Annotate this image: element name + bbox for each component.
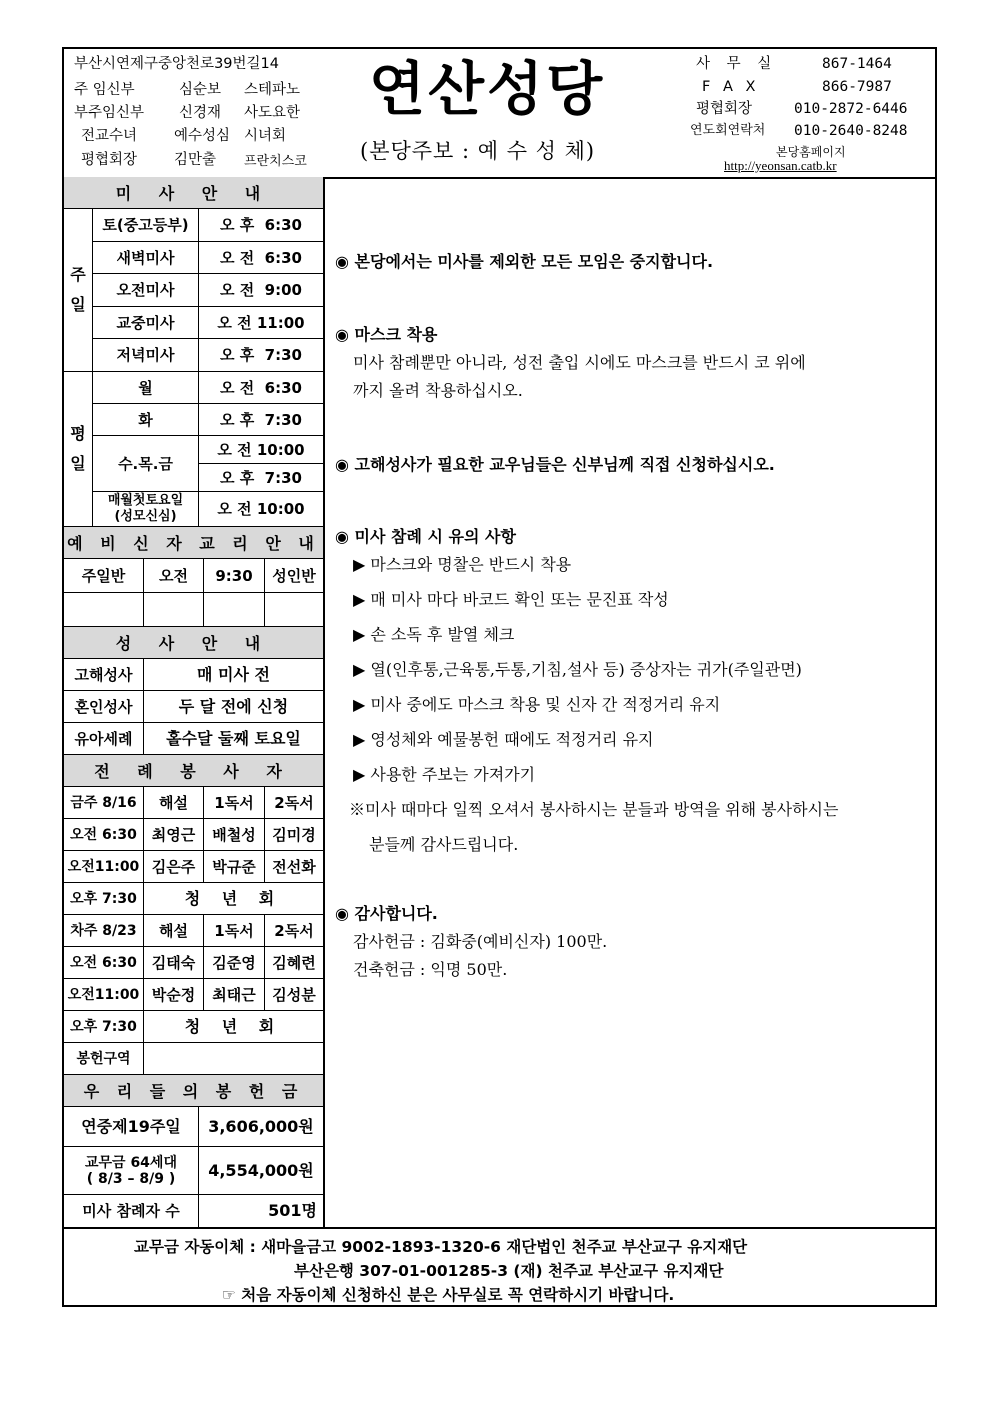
mass-time: 오 후 6:30 bbox=[220, 216, 302, 234]
contact-label: F A X bbox=[702, 79, 760, 95]
notice-confession: ◉ 고해성사가 필요한 교우님들은 신부님께 직접 신청하십시오. bbox=[335, 455, 775, 474]
offering-label-sub: ( 8/3 – 8/9 ) bbox=[86, 1170, 176, 1187]
notice-meetings: ◉ 본당에서는 미사를 제외한 모든 모임은 중지합니다. bbox=[335, 252, 714, 271]
server-name: 김태숙 bbox=[144, 947, 204, 978]
clergy-role: 전교수녀 bbox=[81, 128, 138, 144]
precaution-note: ※미사 때마다 일찍 오셔서 봉사하시는 분들과 방역을 위해 봉사하시는 bbox=[349, 800, 839, 819]
homepage-link[interactable]: http://yeonsan.catb.kr bbox=[724, 158, 837, 173]
server-name: 최영근 bbox=[144, 819, 204, 850]
offering-value: 4,554,000원 bbox=[208, 1160, 314, 1180]
mass-row bbox=[93, 492, 323, 527]
clergy-role: 주 임신부 bbox=[74, 82, 135, 98]
catechumen-cell: 오전 bbox=[144, 559, 204, 592]
footer-transfer-line: 교무금 자동이체 : 새마을금고 9002-1893-1320-6 재단법인 천주교 부산교구 유지재단 bbox=[134, 1238, 748, 1256]
sunday-label bbox=[64, 209, 93, 372]
mass-row bbox=[93, 372, 323, 404]
servers-head-row bbox=[64, 787, 323, 819]
server-name: 박순정 bbox=[144, 979, 204, 1010]
sacrament-row bbox=[64, 691, 323, 723]
notice-mask-text: 까지 올려 착용하십시오. bbox=[353, 381, 523, 400]
weekday-label-char: 일 bbox=[70, 454, 86, 473]
empty-cell bbox=[204, 593, 265, 626]
bulletin-header bbox=[64, 49, 935, 179]
catechumen-cell: 성인반 bbox=[272, 566, 316, 585]
mass-row bbox=[93, 274, 323, 307]
sacraments-title: 성 사 안 내 bbox=[64, 627, 323, 659]
sacrament-name: 혼인성사 bbox=[64, 691, 144, 722]
contact-value: 010-2872-6446 bbox=[794, 101, 908, 117]
footer-bank-line: 부산은행 307-01-001285-3 (재) 천주교 부산교구 유지재단 bbox=[294, 1262, 724, 1280]
clergy-name: 심순보 bbox=[179, 82, 222, 98]
precaution-item: ▶ 마스크와 명찰은 반드시 착용 bbox=[353, 555, 572, 574]
sacrament-value: 두 달 전에 신청 bbox=[178, 696, 289, 716]
bulletin-subtitle: (본당주보 : 예 수 성 체) bbox=[360, 139, 596, 163]
mass-time: 오 전 6:30 bbox=[220, 248, 302, 267]
footer-contact-line: ☞ 처음 자동이체 신청하신 분은 사무실로 꼭 연락하시기 바랍니다. bbox=[222, 1286, 675, 1304]
precaution-note: 분들께 감사드립니다. bbox=[369, 835, 519, 854]
left-column bbox=[64, 177, 325, 1227]
clergy-name: 김만출 bbox=[174, 152, 217, 168]
mass-row bbox=[93, 242, 323, 274]
contact-value: 010-2640-8248 bbox=[794, 123, 908, 139]
mass-time: 오 전 9:00 bbox=[220, 281, 302, 299]
mass-time: 오 전 6:30 bbox=[220, 378, 302, 397]
sacrament-row bbox=[64, 659, 323, 691]
contact-label: 평협회장 bbox=[696, 101, 753, 117]
server-name: 전선화 bbox=[272, 857, 316, 876]
servers-role: 2독서 bbox=[274, 921, 314, 940]
mass-time: 오 후 7:30 bbox=[220, 346, 302, 364]
mass-name: 토(중고등부) bbox=[93, 209, 199, 241]
mass-guide-title: 미 사 안 내 bbox=[64, 177, 323, 209]
offerings-title: 우 리 들 의 봉 헌 금 bbox=[64, 1075, 323, 1107]
notice-thanks-title: ◉ 감사합니다. bbox=[335, 904, 438, 923]
servers-group: 청 년 회 bbox=[184, 888, 283, 908]
server-name: 배철성 bbox=[204, 819, 265, 850]
server-name: 박규준 bbox=[204, 851, 265, 882]
sunday-label-char: 주 bbox=[70, 265, 86, 284]
server-name: 김미경 bbox=[272, 825, 316, 844]
precaution-item: ▶ 미사 중에도 마스크 착용 및 신자 간 적정거리 유지 bbox=[353, 695, 721, 714]
offering-label: 연중제19주일 bbox=[64, 1107, 199, 1146]
empty-cell bbox=[144, 1043, 323, 1074]
clergy-baptismal: 프란치스코 bbox=[244, 154, 307, 169]
servers-row bbox=[64, 979, 323, 1011]
server-name: 김준영 bbox=[204, 947, 265, 978]
mass-name: 오전미사 bbox=[93, 274, 199, 306]
mass-name: 새벽미사 bbox=[93, 242, 199, 273]
server-name: 김혜련 bbox=[272, 953, 316, 972]
precaution-item: ▶ 매 미사 마다 바코드 확인 또는 문진표 작성 bbox=[353, 590, 669, 609]
sacrament-name: 유아세례 bbox=[64, 723, 144, 754]
weekday-label-char: 평 bbox=[70, 424, 86, 443]
mass-row bbox=[93, 339, 323, 372]
mass-row bbox=[93, 404, 323, 436]
empty-cell bbox=[64, 593, 144, 626]
contact-label: 사 무 실 bbox=[696, 56, 778, 72]
homepage-label: 본당홈페이지 bbox=[776, 145, 846, 159]
notice-mask-title: ◉ 마스크 착용 bbox=[335, 325, 438, 344]
mass-row bbox=[93, 209, 323, 242]
offering-area-label: 봉헌구역 bbox=[64, 1043, 144, 1074]
contact-value: 867-1464 bbox=[822, 56, 892, 72]
server-name: 김성분 bbox=[272, 985, 316, 1004]
precaution-item: ▶ 사용한 주보는 가져가기 bbox=[353, 765, 536, 784]
catechumen-title: 예 비 신 자 교 리 안 내 bbox=[64, 527, 323, 559]
offering-label-main: 교무금 64세대 bbox=[85, 1154, 177, 1171]
servers-time: 오전11:00 bbox=[64, 979, 144, 1010]
sacrament-value: 홀수달 둘째 토요일 bbox=[166, 728, 301, 748]
contact-value: 866-7987 bbox=[822, 79, 892, 95]
servers-role: 해설 bbox=[144, 787, 204, 818]
mass-name: 월 bbox=[93, 372, 199, 403]
offering-label: 미사 참례자 수 bbox=[64, 1195, 199, 1227]
servers-time: 오후 7:30 bbox=[64, 883, 144, 914]
mass-name: 화 bbox=[93, 404, 199, 435]
servers-role: 1독서 bbox=[204, 787, 265, 818]
mass-name-main: 매월첫토요일 bbox=[107, 493, 184, 508]
mass-name-sub: (성모신심) bbox=[114, 509, 177, 524]
servers-time: 오전 6:30 bbox=[64, 819, 144, 850]
offering-row bbox=[64, 1107, 323, 1147]
clergy-baptismal: 시녀회 bbox=[244, 128, 287, 144]
mass-row bbox=[93, 436, 323, 492]
offering-area-row bbox=[64, 1043, 323, 1075]
mass-time: 오 전 11:00 bbox=[217, 313, 305, 332]
servers-row bbox=[64, 883, 323, 915]
clergy-name: 예수성심 bbox=[174, 128, 231, 144]
clergy-role: 부주임신부 bbox=[74, 105, 145, 121]
servers-time: 오전 6:30 bbox=[64, 947, 144, 978]
servers-head-row bbox=[64, 915, 323, 947]
offering-value: 3,606,000원 bbox=[208, 1116, 314, 1136]
clergy-role: 평협회장 bbox=[81, 152, 138, 168]
catechumen-row bbox=[64, 559, 323, 593]
mass-time: 오 후 7:30 bbox=[220, 469, 302, 487]
offering-value: 501명 bbox=[268, 1201, 317, 1220]
sacrament-row bbox=[64, 723, 323, 755]
thanks-line: 감사헌금 : 김화중(예비신자) 100만. bbox=[353, 932, 608, 951]
mass-time: 오 전 10:00 bbox=[217, 500, 305, 518]
precaution-item: ▶ 영성체와 예물봉헌 때에도 적정거리 유지 bbox=[353, 730, 654, 749]
servers-row bbox=[64, 1011, 323, 1043]
sacrament-value: 매 미사 전 bbox=[197, 664, 270, 684]
server-name: 김은주 bbox=[144, 851, 204, 882]
servers-week: 차주 8/23 bbox=[64, 915, 144, 946]
notice-mask-text: 미사 참례뿐만 아니라, 성전 출입 시에도 마스크를 반드시 코 위에 bbox=[353, 353, 806, 372]
clergy-baptismal: 스테파노 bbox=[244, 82, 301, 98]
servers-role: 해설 bbox=[144, 915, 204, 946]
mass-time: 오 전 10:00 bbox=[199, 436, 323, 464]
mass-name: 교중미사 bbox=[93, 307, 199, 338]
offering-row bbox=[64, 1195, 323, 1227]
mass-row bbox=[93, 307, 323, 339]
mass-name bbox=[93, 492, 199, 526]
servers-row bbox=[64, 947, 323, 979]
servers-row bbox=[64, 851, 323, 883]
precaution-item: ▶ 손 소독 후 발열 체크 bbox=[353, 625, 515, 644]
servers-row bbox=[64, 819, 323, 851]
servers-group: 청 년 회 bbox=[184, 1016, 283, 1036]
servers-time: 오후 7:30 bbox=[64, 1011, 144, 1042]
server-name: 최태근 bbox=[204, 979, 265, 1010]
mass-name: 수.목.금 bbox=[93, 436, 199, 491]
thanks-line: 건축헌금 : 익명 50만. bbox=[353, 960, 508, 979]
clergy-baptismal: 사도요한 bbox=[244, 105, 301, 121]
servers-role: 2독서 bbox=[274, 793, 314, 812]
empty-cell bbox=[144, 593, 204, 626]
servers-time: 오전11:00 bbox=[64, 851, 144, 882]
precaution-item: ▶ 열(인후통,근육통,두통,기침,설사 등) 증상자는 귀가(주일관면) bbox=[353, 660, 802, 679]
catechumen-cell: 9:30 bbox=[204, 559, 265, 592]
mass-name: 저녁미사 bbox=[93, 339, 199, 371]
bulletin-frame bbox=[62, 47, 937, 1307]
empty-cell bbox=[265, 593, 323, 626]
contact-label: 연도회연락처 bbox=[690, 123, 766, 138]
weekday-label bbox=[64, 372, 93, 527]
sacrament-name: 고해성사 bbox=[64, 659, 144, 690]
clergy-name: 신경재 bbox=[179, 105, 222, 121]
bulletin-footer bbox=[64, 1227, 935, 1307]
offering-row bbox=[64, 1147, 323, 1195]
catechumen-cell: 주일반 bbox=[64, 559, 144, 592]
mass-time: 오 후 7:30 bbox=[220, 410, 302, 429]
catechumen-empty-row bbox=[64, 593, 323, 627]
servers-role: 1독서 bbox=[204, 915, 265, 946]
sunday-label-char: 일 bbox=[70, 295, 86, 314]
servers-week: 금주 8/16 bbox=[64, 787, 144, 818]
servers-title: 전 례 봉 사 자 bbox=[64, 755, 323, 787]
parish-address: 부산시연제구중앙천로39번길14 bbox=[74, 56, 279, 72]
notice-precautions-title: ◉ 미사 참례 시 유의 사항 bbox=[335, 527, 516, 546]
parish-title: 연산성당 bbox=[369, 55, 606, 123]
offering-label bbox=[64, 1147, 199, 1194]
